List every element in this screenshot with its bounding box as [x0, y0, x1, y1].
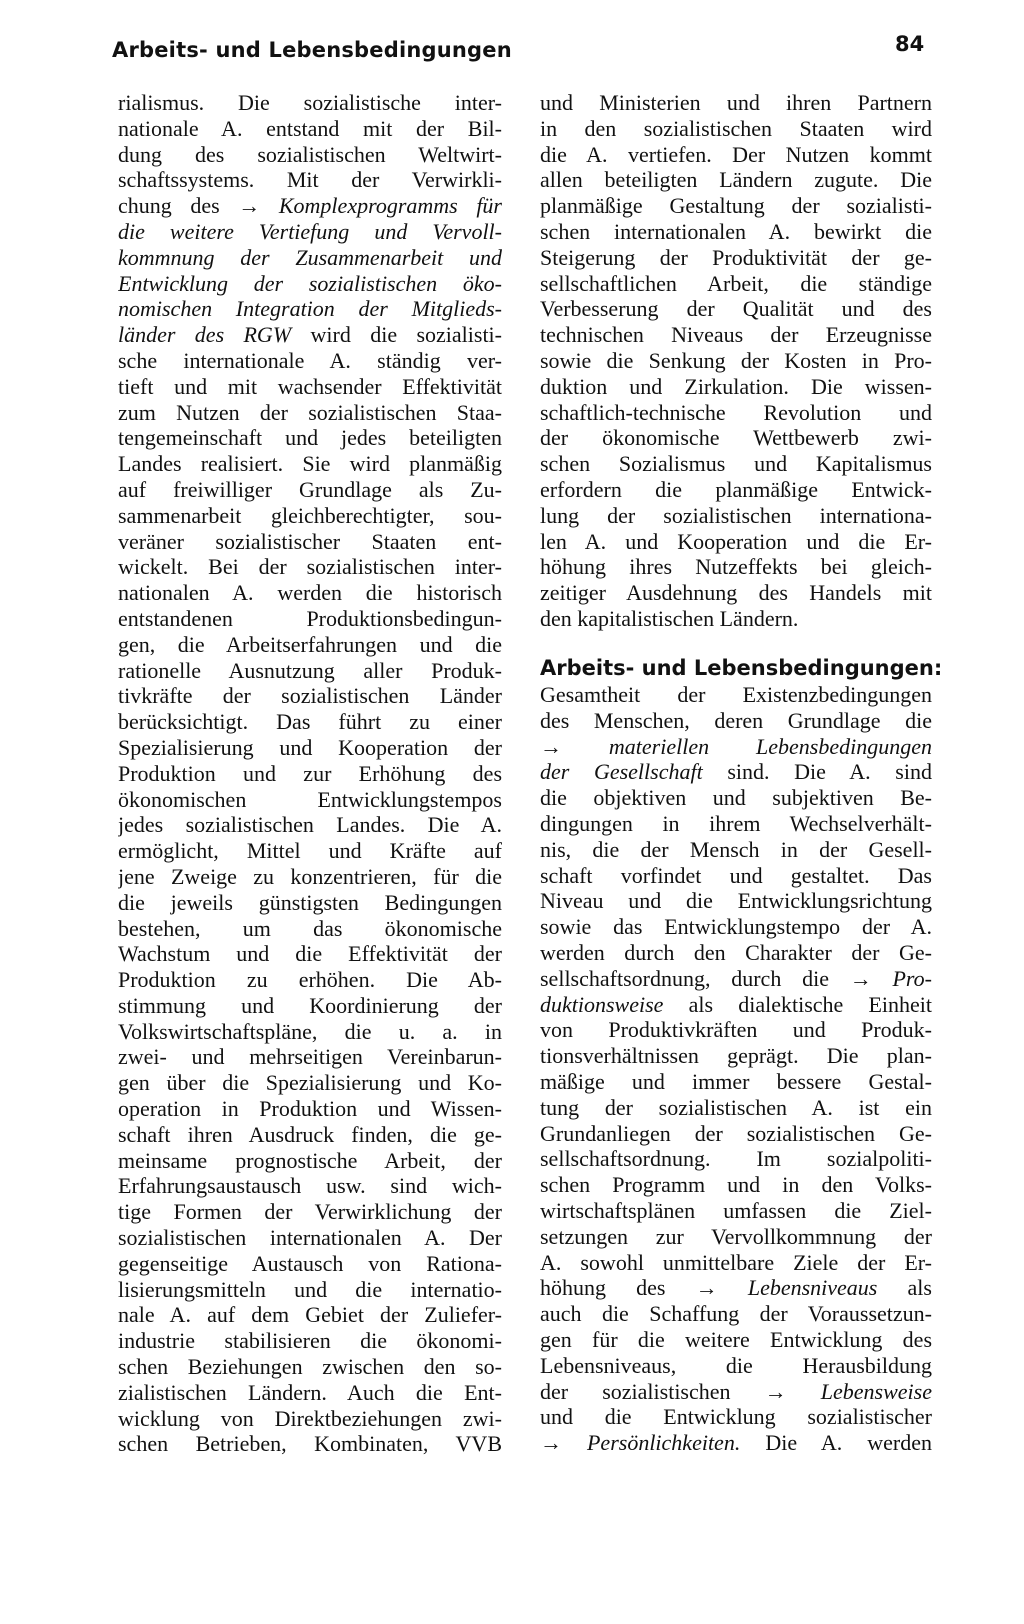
- text-line: Niveau und die Entwicklungsrichtung: [540, 888, 932, 914]
- text-line: mäßige und immer bessere Gestal-: [540, 1068, 932, 1094]
- text-line: [540, 1430, 932, 1456]
- text-line: [540, 1275, 932, 1301]
- cross-reference-link[interactable]: Lebensweise: [786, 1378, 932, 1404]
- text-line: schen Programm und in den Volks-: [540, 1172, 932, 1198]
- text-line: erfordern die planmäßige Entwick-: [540, 476, 932, 502]
- text-line: zeitiger Ausdehnung des Handels mit: [540, 580, 932, 606]
- text-fragment: wird die sozialisti-: [291, 322, 502, 348]
- text-fragment: Die A. werden: [740, 1430, 932, 1456]
- text-fragment: höhung des: [540, 1275, 696, 1301]
- text-line: tivkräfte der sozialistischen Länder: [118, 683, 502, 709]
- text-line: Wachstum und die Effektivität der: [118, 941, 502, 967]
- cross-reference-arrow-icon: →: [695, 1275, 718, 1301]
- text-line: sowie das Entwicklungstempo der A.: [540, 914, 932, 940]
- text-line: zum Nutzen der sozialistischen Staa-: [118, 399, 502, 425]
- text-line: der ökonomische Wettbewerb zwi-: [540, 425, 932, 451]
- text-line: von Produktivkräften und Produk-: [540, 1017, 932, 1043]
- text-line: nationale A. entstand mit der Bil-: [118, 115, 502, 141]
- cross-reference-link[interactable]: materiellen Lebensbedingungen: [562, 733, 932, 759]
- text-line: stimmung und Koordinierung der: [118, 992, 502, 1018]
- text-line: gen, die Arbeitserfahrungen und die: [118, 631, 502, 657]
- text-fragment: als: [877, 1275, 932, 1301]
- text-line: technischen Niveaus der Erzeugnisse: [540, 322, 932, 348]
- text-line: schaftssystems. Mit der Verwirkli-: [118, 167, 502, 193]
- text-line: A. sowohl unmittelbare Ziele der Er-: [540, 1249, 932, 1275]
- text-line: Steigerung der Produktivität der ge-: [540, 244, 932, 270]
- text-line: allen beteiligten Ländern zugute. Die: [540, 167, 932, 193]
- text-line: Grundanliegen der sozialistischen Ge-: [540, 1120, 932, 1146]
- text-line: zwei- und mehrseitigen Vereinbarun-: [118, 1044, 502, 1070]
- text-line: setzungen zur Vervollkommnung der: [540, 1223, 932, 1249]
- cross-reference-link[interactable]: Entwicklung der sozialistischen öko-: [118, 270, 502, 296]
- text-line: [118, 193, 502, 219]
- text-line: sammenarbeit gleichberechtigter, sou-: [118, 502, 502, 528]
- text-line: bestehen, um das ökonomische: [118, 915, 502, 941]
- text-line: meinsame prognostische Arbeit, der: [118, 1147, 502, 1173]
- text-line: jene Zweige zu konzentrieren, für die: [118, 863, 502, 889]
- text-line: werden durch den Charakter der Ge-: [540, 939, 932, 965]
- text-line: [540, 966, 932, 992]
- text-line: gegenseitige Austausch von Rationa-: [118, 1250, 502, 1276]
- text-line: zialistischen Ländern. Auch die Ent-: [118, 1379, 502, 1405]
- text-line: nis, die der Mensch in der Gesell-: [540, 836, 932, 862]
- text-line: sellschaftlichen Arbeit, die ständige: [540, 270, 932, 296]
- text-line: rationelle Ausnutzung aller Produk-: [118, 657, 502, 683]
- text-line: höhung ihres Nutzeffekts bei gleich-: [540, 554, 932, 580]
- cross-reference-arrow-icon: →: [764, 1378, 787, 1404]
- text-line: dung des sozialistischen Weltwirt-: [118, 141, 502, 167]
- text-line: tionsverhältnissen geprägt. Die plan-: [540, 1043, 932, 1069]
- text-line: [118, 245, 502, 271]
- text-line: die objektiven und subjektiven Be-: [540, 785, 932, 811]
- text-line: nale A. auf dem Gebiet der Zuliefer-: [118, 1302, 502, 1328]
- cross-reference-link[interactable]: duktionsweise: [540, 991, 664, 1017]
- text-line: Landes realisiert. Sie wird planmäßig: [118, 451, 502, 477]
- text-line: ermöglicht, Mittel und Kräfte auf: [118, 838, 502, 864]
- text-fragment: der sozialistischen: [540, 1378, 765, 1404]
- text-line: tige Formen der Verwirklichung der: [118, 1199, 502, 1225]
- cross-reference-arrow-icon: →: [540, 733, 562, 759]
- text-line: Lebensniveaus, die Herausbildung: [540, 1352, 932, 1378]
- text-line: rialismus. Die sozialistische inter-: [118, 90, 502, 115]
- text-line: wicklung von Direktbeziehungen zwi-: [118, 1405, 502, 1431]
- cross-reference-link[interactable]: Persönlichkeiten.: [562, 1430, 741, 1456]
- text-line: Spezialisierung und Kooperation der: [118, 734, 502, 760]
- text-line: lung der sozialistischen internationa-: [540, 502, 932, 528]
- text-line: veräner sozialistischer Staaten ent-: [118, 528, 502, 554]
- cross-reference-link[interactable]: der Gesellschaft: [540, 759, 703, 785]
- dictionary-entry: [540, 654, 943, 1456]
- text-line: berücksichtigt. Das führt zu einer: [118, 709, 502, 735]
- text-line: in den sozialistischen Staaten wird: [540, 115, 932, 141]
- text-line: wirtschaftsplänen umfassen die Ziel-: [540, 1197, 932, 1223]
- text-line: tengemeinschaft und jedes beteiligten: [118, 425, 502, 451]
- text-line: Gesamtheit der Existenzbedingungen: [540, 682, 932, 707]
- text-line: gen über die Spezialisierung und Ko-: [118, 1070, 502, 1096]
- right-column-continuation: [540, 90, 932, 632]
- cross-reference-link[interactable]: Lebensniveaus: [717, 1275, 878, 1301]
- text-line: nationalen A. werden die historisch: [118, 580, 502, 606]
- text-line: sche internationale A. ständig ver-: [118, 347, 502, 373]
- text-line: und die Entwicklung sozialistischer: [540, 1404, 932, 1430]
- text-line: wickelt. Bei der sozialistischen inter-: [118, 554, 502, 580]
- cross-reference-arrow-icon: →: [540, 1430, 562, 1456]
- text-line: [540, 1379, 932, 1405]
- text-line: den kapitalistischen Ländern.: [540, 605, 799, 631]
- text-line: industrie stabilisieren die ökonomi-: [118, 1328, 502, 1354]
- text-line: die A. vertiefen. Der Nutzen kommt: [540, 141, 932, 167]
- text-fragment: sellschaftsordnung, durch die: [540, 965, 850, 991]
- text-line: [118, 296, 502, 322]
- text-line: Produktion zu erhöhen. Die Ab-: [118, 967, 502, 993]
- cross-reference-link[interactable]: kommnung der Zusammenarbeit und: [118, 244, 502, 270]
- text-line: len A. und Kooperation und die Er-: [540, 528, 932, 554]
- text-line: auf freiwilliger Grundlage als Zu-: [118, 476, 502, 502]
- text-line: Volkswirtschaftspläne, die u. a. in: [118, 1018, 502, 1044]
- text-line: schen Sozialismus und Kapitalismus: [540, 451, 932, 477]
- text-line: dingungen in ihrem Wechselverhält-: [540, 810, 932, 836]
- text-line: duktion und Zirkulation. Die wissen-: [540, 373, 932, 399]
- text-line: lisierungsmitteln und die internatio-: [118, 1276, 502, 1302]
- text-line: auch die Schaffung der Voraussetzun-: [540, 1301, 932, 1327]
- cross-reference-link[interactable]: Komplexprogramms für: [260, 193, 502, 219]
- text-line: gen für die weitere Entwicklung des: [540, 1326, 932, 1352]
- text-line: Erfahrungsaustausch usw. sind wich-: [118, 1173, 502, 1199]
- cross-reference-link[interactable]: Pro-: [871, 965, 932, 991]
- text-line: des Menschen, deren Grundlage die: [540, 707, 932, 733]
- text-line: [118, 219, 502, 245]
- text-line: schen internationalen A. bewirkt die: [540, 218, 932, 244]
- text-line: Produktion und zur Erhöhung des: [118, 760, 502, 786]
- text-line: operation in Produktion und Wissen-: [118, 1096, 502, 1122]
- cross-reference-link[interactable]: länder des RGW: [118, 322, 292, 348]
- cross-reference-arrow-icon: →: [849, 965, 872, 991]
- text-line: Verbesserung der Qualität und des: [540, 296, 932, 322]
- cross-reference-arrow-icon: →: [238, 193, 261, 219]
- text-line: [118, 322, 502, 348]
- text-line: [540, 759, 932, 785]
- text-fragment: als dialektische Einheit: [663, 991, 932, 1017]
- cross-reference-link[interactable]: die weitere Vertiefung und Vervoll-: [118, 218, 502, 244]
- text-line: die jeweils günstigsten Bedingungen: [118, 889, 502, 915]
- text-line: jedes sozialistischen Landes. Die A.: [118, 812, 502, 838]
- text-line: schaft vorfindet und gestaltet. Das: [540, 862, 932, 888]
- text-line: [540, 734, 932, 760]
- text-line: schaftlich-technische Revolution und: [540, 399, 932, 425]
- text-line: sellschaftsordnung. Im sozialpoliti-: [540, 1146, 932, 1172]
- text-line: entstandenen Produktionsbedingun-: [118, 605, 502, 631]
- text-line: schen Beziehungen zwischen den so-: [118, 1354, 502, 1380]
- text-line: [118, 271, 502, 297]
- text-fragment: chung des: [118, 193, 239, 219]
- text-line: sozialistischen internationalen A. Der: [118, 1225, 502, 1251]
- text-line: ökonomischen Entwicklungstempos: [118, 786, 502, 812]
- text-line: [540, 992, 932, 1018]
- entry-heading: Arbeits- und Lebensbedingungen:: [540, 656, 943, 680]
- text-line: tung der sozialistischen A. ist ein: [540, 1094, 932, 1120]
- text-line: sowie die Senkung der Kosten in Pro-: [540, 347, 932, 373]
- text-fragment: sind. Die A. sind: [702, 759, 932, 785]
- cross-reference-link[interactable]: nomischen Integration der Mitglieds-: [118, 296, 502, 322]
- text-line: tieft und mit wachsender Effektivität: [118, 373, 502, 399]
- text-line: schaft ihren Ausdruck finden, die ge-: [118, 1121, 502, 1147]
- left-column: [118, 90, 502, 1457]
- text-line: schen Betrieben, Kombinaten, VVB: [118, 1431, 502, 1457]
- running-head: Arbeits- und Lebensbedingungen: [112, 38, 512, 62]
- page-number: 84: [895, 32, 925, 56]
- text-line: und Ministerien und ihren Partnern: [540, 90, 932, 115]
- text-line: planmäßige Gestaltung der sozialisti-: [540, 193, 932, 219]
